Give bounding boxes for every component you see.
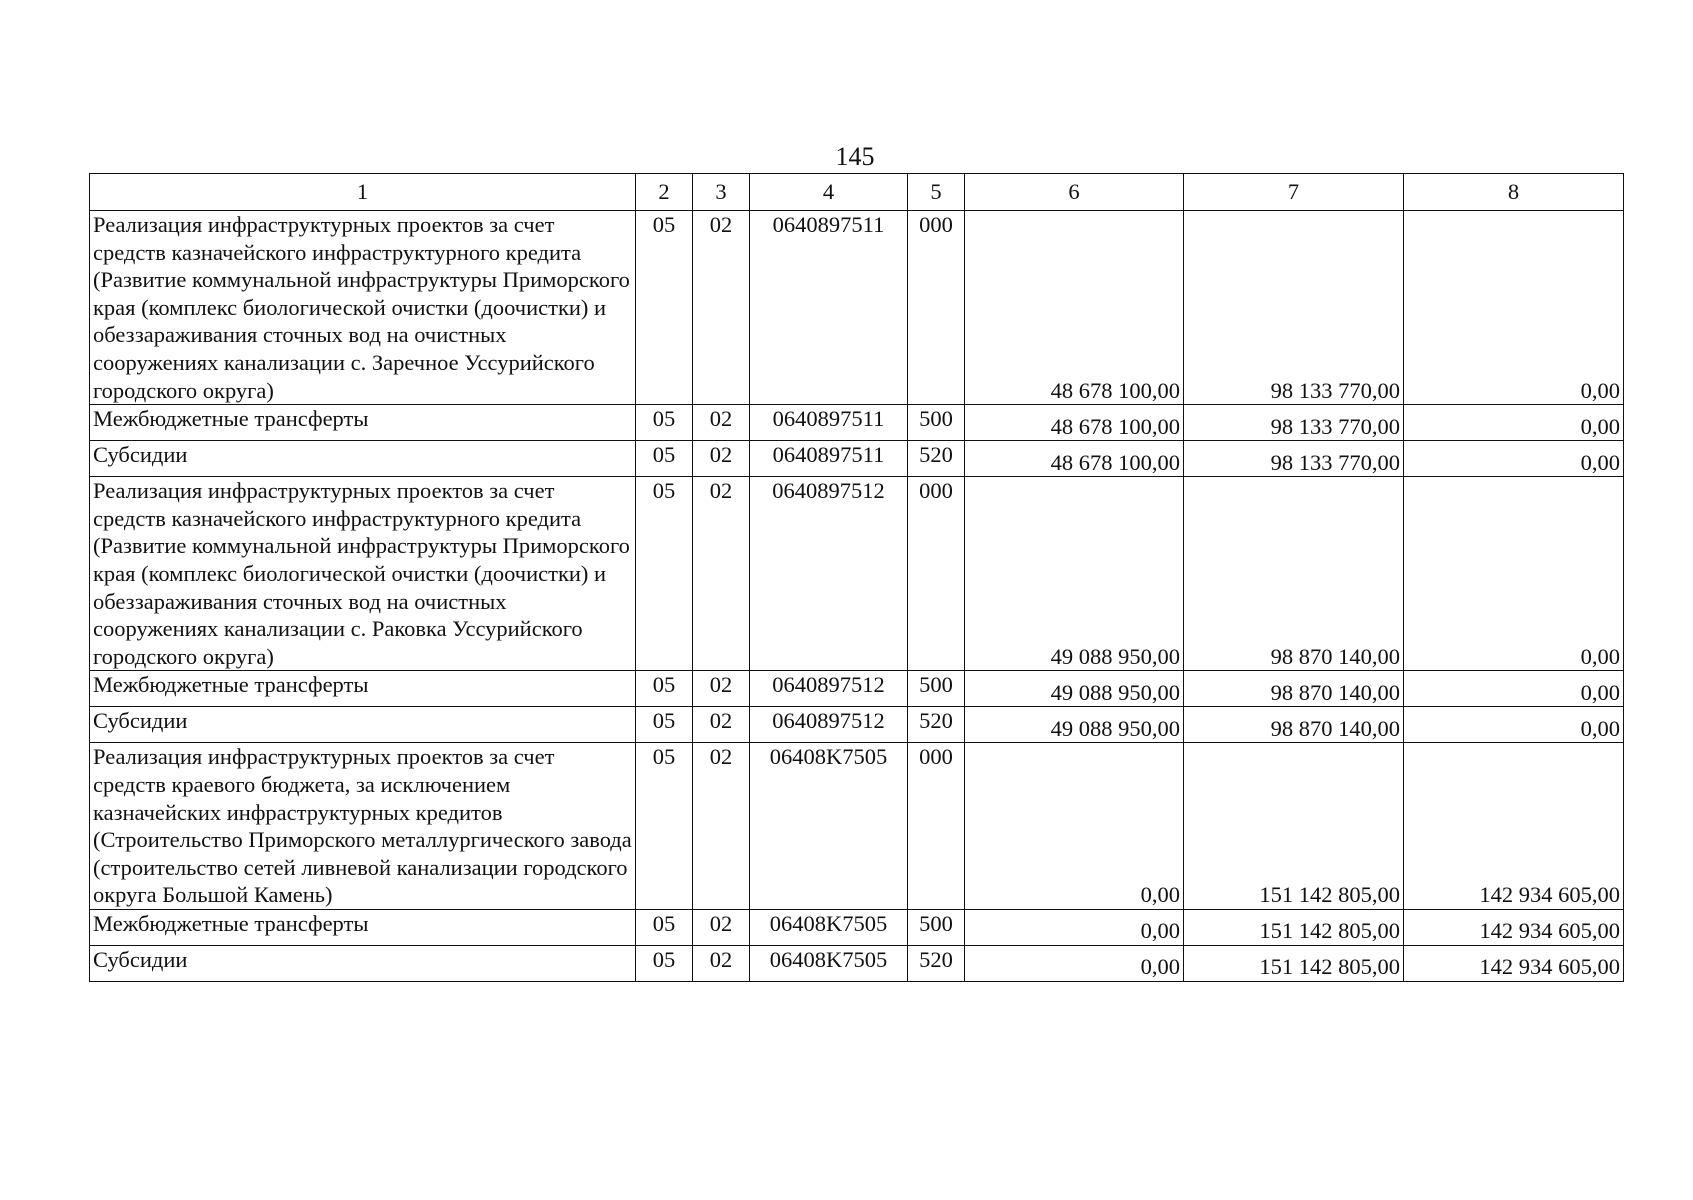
row-subsection: 02	[693, 945, 750, 981]
row-target-code: 0640897511	[750, 405, 908, 441]
row-amount-col6: 0,00	[965, 945, 1184, 981]
row-expense-type: 000	[908, 743, 965, 910]
row-subsection: 02	[693, 743, 750, 910]
row-amount-col8: 142 934 605,00	[1404, 743, 1624, 910]
row-amount-col7: 98 133 770,00	[1184, 441, 1404, 477]
row-target-code: 0640897512	[750, 671, 908, 707]
row-description: Межбюджетные трансферты	[90, 671, 636, 707]
row-expense-type: 000	[908, 211, 965, 405]
row-subsection: 02	[693, 405, 750, 441]
row-amount-col8: 142 934 605,00	[1404, 909, 1624, 945]
row-description: Межбюджетные трансферты	[90, 909, 636, 945]
header-cell: 2	[636, 174, 693, 211]
row-subsection: 02	[693, 211, 750, 405]
header-cell: 4	[750, 174, 908, 211]
header-cell: 8	[1404, 174, 1624, 211]
row-amount-col6: 48 678 100,00	[965, 211, 1184, 405]
row-description: Субсидии	[90, 707, 636, 743]
row-description: Субсидии	[90, 441, 636, 477]
row-section: 05	[636, 477, 693, 671]
row-description: Реализация инфраструктурных проектов за счет средств казначейского инфраструктурного кредита (Развитие коммунальной инфраструктуры Приморского края (комплекс биологической очистки (доочистки) и обеззараживания сточных вод на очистных сооружениях канализации с. Заречное Уссурийского городского округа)	[90, 211, 636, 405]
table-row	[90, 441, 1624, 477]
row-amount-col6: 49 088 950,00	[965, 707, 1184, 743]
row-amount-col8: 0,00	[1404, 707, 1624, 743]
row-subsection: 02	[693, 477, 750, 671]
budget-table	[89, 173, 1624, 982]
row-target-code: 0640897512	[750, 477, 908, 671]
row-description: Реализация инфраструктурных проектов за счет средств казначейского инфраструктурного кредита (Развитие коммунальной инфраструктуры Приморского края (комплекс биологической очистки (доочистки) и обеззараживания сточных вод на очистных сооружениях канализации с. Раковка Уссурийского городского округа)	[90, 477, 636, 671]
row-amount-col6: 48 678 100,00	[965, 405, 1184, 441]
table-row	[90, 477, 1624, 671]
row-subsection: 02	[693, 441, 750, 477]
row-amount-col6: 0,00	[965, 743, 1184, 910]
table-row	[90, 405, 1624, 441]
row-expense-type: 500	[908, 405, 965, 441]
row-expense-type: 500	[908, 671, 965, 707]
row-amount-col6: 49 088 950,00	[965, 671, 1184, 707]
row-subsection: 02	[693, 671, 750, 707]
row-amount-col8: 0,00	[1404, 405, 1624, 441]
row-amount-col7: 98 870 140,00	[1184, 707, 1404, 743]
row-section: 05	[636, 441, 693, 477]
row-expense-type: 000	[908, 477, 965, 671]
row-amount-col7: 98 133 770,00	[1184, 211, 1404, 405]
row-description: Межбюджетные трансферты	[90, 405, 636, 441]
row-section: 05	[636, 743, 693, 910]
header-row	[90, 174, 1624, 211]
row-amount-col6: 0,00	[965, 909, 1184, 945]
table-row	[90, 909, 1624, 945]
header-cell: 7	[1184, 174, 1404, 211]
row-section: 05	[636, 909, 693, 945]
row-expense-type: 520	[908, 707, 965, 743]
row-target-code: 06408K7505	[750, 909, 908, 945]
row-amount-col6: 48 678 100,00	[965, 441, 1184, 477]
table-row	[90, 945, 1624, 981]
row-amount-col7: 151 142 805,00	[1184, 945, 1404, 981]
row-section: 05	[636, 405, 693, 441]
row-amount-col8: 0,00	[1404, 441, 1624, 477]
row-amount-col8: 0,00	[1404, 477, 1624, 671]
row-amount-col8: 142 934 605,00	[1404, 945, 1624, 981]
header-cell: 3	[693, 174, 750, 211]
row-expense-type: 520	[908, 945, 965, 981]
row-amount-col7: 98 870 140,00	[1184, 477, 1404, 671]
table-row	[90, 707, 1624, 743]
table-row	[90, 211, 1624, 405]
header-cell: 1	[90, 174, 636, 211]
header-cell: 6	[965, 174, 1184, 211]
row-target-code: 0640897511	[750, 211, 908, 405]
row-subsection: 02	[693, 909, 750, 945]
row-subsection: 02	[693, 707, 750, 743]
row-amount-col8: 0,00	[1404, 671, 1624, 707]
row-amount-col7: 98 870 140,00	[1184, 671, 1404, 707]
row-target-code: 0640897512	[750, 707, 908, 743]
row-amount-col6: 49 088 950,00	[965, 477, 1184, 671]
row-section: 05	[636, 671, 693, 707]
row-description: Субсидии	[90, 945, 636, 981]
row-description: Реализация инфраструктурных проектов за счет средств краевого бюджета, за исключением казначейских инфраструктурных кредитов (Строительство Приморского металлургического завода (строительство сетей ливневой канализации городского округа Большой Камень)	[90, 743, 636, 910]
row-expense-type: 520	[908, 441, 965, 477]
row-target-code: 06408K7505	[750, 945, 908, 981]
row-amount-col7: 151 142 805,00	[1184, 909, 1404, 945]
row-amount-col7: 98 133 770,00	[1184, 405, 1404, 441]
row-amount-col7: 151 142 805,00	[1184, 743, 1404, 910]
table-row	[90, 671, 1624, 707]
row-section: 05	[636, 945, 693, 981]
row-expense-type: 500	[908, 909, 965, 945]
row-section: 05	[636, 211, 693, 405]
row-amount-col8: 0,00	[1404, 211, 1624, 405]
header-cell: 5	[908, 174, 965, 211]
row-target-code: 06408K7505	[750, 743, 908, 910]
table-row	[90, 743, 1624, 910]
row-target-code: 0640897511	[750, 441, 908, 477]
row-section: 05	[636, 707, 693, 743]
page-number: 145	[835, 142, 875, 171]
